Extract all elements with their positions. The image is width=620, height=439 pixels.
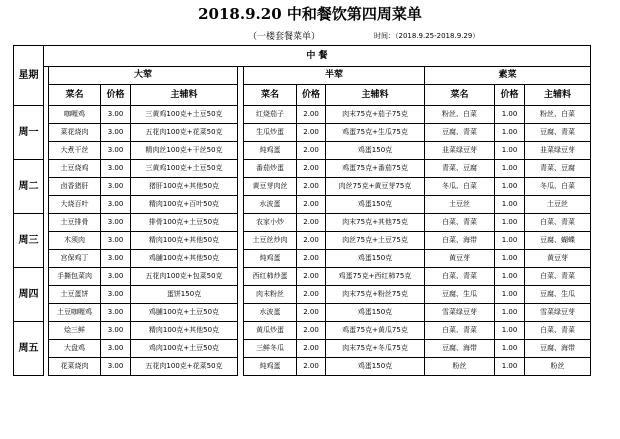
half-meat-ingredients: 鸡蛋150克 — [326, 357, 425, 375]
menu-row — [14, 303, 591, 321]
big-meat-ingredients: 鸡肉100克+土豆50克 — [131, 339, 238, 357]
vegetable-dish: 冬瓜、白菜 — [425, 177, 495, 195]
big-meat-dish: 咖喱鸡 — [49, 105, 101, 123]
big-meat-dish: 土豆排骨 — [49, 213, 101, 231]
half-meat-dish: 黄瓜炒蛋 — [244, 321, 297, 339]
half-meat-price: 2.00 — [297, 177, 326, 195]
big-meat-ingredients: 鸡脯100克+其他50克 — [131, 249, 238, 267]
half-meat-price: 2.00 — [297, 231, 326, 249]
big-meat-dish: 土豆烧鸡 — [49, 159, 101, 177]
vegetable-dish: 青菜、豆腐 — [425, 159, 495, 177]
weekday-label: 周二 — [14, 159, 44, 213]
big-meat-dish: 烩三鲜 — [49, 321, 101, 339]
ingredients-header: 主辅料 — [525, 84, 591, 105]
menu-row — [14, 267, 591, 285]
big-meat-dish: 菜花烧肉 — [49, 123, 101, 141]
half-meat-ingredients: 鸡蛋75克+黄瓜75克 — [326, 321, 425, 339]
page-title: 2018.9.20 中和餐饮第四周菜单 — [198, 5, 422, 23]
big-meat-price: 3.00 — [101, 357, 131, 375]
half-meat-price: 2.00 — [297, 195, 326, 213]
half-meat-dish: 水波蛋 — [244, 195, 297, 213]
menu-row — [14, 231, 591, 249]
menu-table — [13, 45, 591, 376]
meal-header: 中 餐 — [44, 46, 591, 67]
weekday-label: 周五 — [14, 321, 44, 375]
big-meat-price: 3.00 — [101, 285, 131, 303]
half-meat-price: 2.00 — [297, 267, 326, 285]
vegetable-ingredients: 雪菜绿豆芽 — [525, 303, 591, 321]
half-meat-price: 2.00 — [297, 321, 326, 339]
half-meat-dish: 西红柿炒蛋 — [244, 267, 297, 285]
half-meat-ingredients: 鸡蛋75克+生瓜75克 — [326, 123, 425, 141]
big-meat-dish: 木须肉 — [49, 231, 101, 249]
vegetable-price: 1.00 — [495, 249, 525, 267]
big-meat-price: 3.00 — [101, 267, 131, 285]
menu-row — [14, 249, 591, 267]
big-meat-ingredients: 猪肝100克+其他50克 — [131, 177, 238, 195]
big-meat-dish: 土豆蛋饼 — [49, 285, 101, 303]
menu-row — [14, 105, 591, 123]
menu-row — [14, 123, 591, 141]
menu-row — [14, 213, 591, 231]
vegetable-dish: 雪菜绿豆芽 — [425, 303, 495, 321]
vegetable-ingredients: 白菜、青菜 — [525, 213, 591, 231]
vegetable-ingredients: 土豆丝 — [525, 195, 591, 213]
vegetable-dish: 豆腐、生瓜 — [425, 285, 495, 303]
big-meat-price: 3.00 — [101, 177, 131, 195]
vegetable-ingredients: 粉丝、白菜 — [525, 105, 591, 123]
big-meat-price: 3.00 — [101, 231, 131, 249]
half-meat-price: 2.00 — [297, 105, 326, 123]
vegetable-dish: 粉丝、白菜 — [425, 105, 495, 123]
vegetable-price: 1.00 — [495, 321, 525, 339]
vegetable-dish: 豆腐、青菜 — [425, 123, 495, 141]
vegetable-price: 1.00 — [495, 339, 525, 357]
big-meat-ingredients: 五花肉100克+花菜50克 — [131, 123, 238, 141]
half-meat-price: 2.00 — [297, 213, 326, 231]
half-meat-dish: 土豆丝炒肉 — [244, 231, 297, 249]
vegetable-price: 1.00 — [495, 123, 525, 141]
menu-row — [14, 177, 591, 195]
half-meat-price: 2.00 — [297, 339, 326, 357]
big-meat-price: 3.00 — [101, 159, 131, 177]
big-meat-dish: 卤香猪肝 — [49, 177, 101, 195]
half-meat-dish: 农家小炒 — [244, 213, 297, 231]
vegetable-header: 素菜 — [425, 67, 591, 85]
vegetable-dish: 豆腐、海带 — [425, 339, 495, 357]
big-meat-dish: 宫保鸡丁 — [49, 249, 101, 267]
vegetable-price: 1.00 — [495, 195, 525, 213]
vegetable-dish: 黄豆芽 — [425, 249, 495, 267]
half-meat-price: 2.00 — [297, 249, 326, 267]
vegetable-price: 1.00 — [495, 357, 525, 375]
big-meat-price: 3.00 — [101, 249, 131, 267]
big-meat-ingredients: 鸡脯100克+土豆50克 — [131, 303, 238, 321]
vegetable-ingredients: 豆腐、海带 — [525, 339, 591, 357]
half-meat-ingredients: 鸡蛋75克+西红柿75克 — [326, 267, 425, 285]
half-meat-dish: 肉末粉丝 — [244, 285, 297, 303]
big-meat-price: 3.00 — [101, 213, 131, 231]
vegetable-price: 1.00 — [495, 177, 525, 195]
big-meat-ingredients: 排骨100克+土豆50克 — [131, 213, 238, 231]
half-meat-dish: 炖鸡蛋 — [244, 141, 297, 159]
half-meat-ingredients: 肉丝75克+土豆75克 — [326, 231, 425, 249]
vegetable-ingredients: 青菜、豆腐 — [525, 159, 591, 177]
weekday-label: 周四 — [14, 267, 44, 321]
menu-row — [14, 141, 591, 159]
vegetable-dish: 韭菜绿豆芽 — [425, 141, 495, 159]
dish-name-header: 菜名 — [49, 84, 101, 105]
big-meat-price: 3.00 — [101, 321, 131, 339]
vegetable-price: 1.00 — [495, 285, 525, 303]
half-meat-dish: 黄豆芽肉丝 — [244, 177, 297, 195]
half-meat-dish: 番茄炒蛋 — [244, 159, 297, 177]
ingredients-header: 主辅料 — [326, 84, 425, 105]
big-meat-ingredients: 精肉100克+其他50克 — [131, 321, 238, 339]
half-meat-dish: 炖鸡蛋 — [244, 249, 297, 267]
menu-row — [14, 357, 591, 375]
half-meat-ingredients: 肉末75克+其他75克 — [326, 213, 425, 231]
half-meat-ingredients: 鸡蛋150克 — [326, 195, 425, 213]
big-meat-price: 3.00 — [101, 141, 131, 159]
big-meat-dish: 土豆咖喱鸡 — [49, 303, 101, 321]
vegetable-ingredients: 韭菜绿豆芽 — [525, 141, 591, 159]
vegetable-ingredients: 冬瓜、白菜 — [525, 177, 591, 195]
big-meat-dish: 大烧百叶 — [49, 195, 101, 213]
vegetable-ingredients: 白菜、青菜 — [525, 321, 591, 339]
vegetable-price: 1.00 — [495, 267, 525, 285]
half-meat-dish: 红烧茄子 — [244, 105, 297, 123]
half-meat-price: 2.00 — [297, 285, 326, 303]
big-meat-dish: 花菜烧肉 — [49, 357, 101, 375]
menu-subtitle: （一楼套餐菜单） — [248, 32, 321, 42]
vegetable-dish: 白菜、海带 — [425, 231, 495, 249]
vegetable-dish: 土豆丝 — [425, 195, 495, 213]
weekday-header: 星期 — [14, 46, 44, 106]
big-meat-ingredients: 精肉100克+其他50克 — [131, 231, 238, 249]
vegetable-ingredients: 黄豆芽 — [525, 249, 591, 267]
big-meat-price: 3.00 — [101, 339, 131, 357]
half-meat-ingredients: 鸡蛋150克 — [326, 249, 425, 267]
big-meat-ingredients: 五花肉100克+花菜50克 — [131, 357, 238, 375]
vegetable-price: 1.00 — [495, 213, 525, 231]
big-meat-dish: 大煮干丝 — [49, 141, 101, 159]
half-meat-price: 2.00 — [297, 123, 326, 141]
big-meat-ingredients: 精肉丝100克+干丝50克 — [131, 141, 238, 159]
big-meat-dish: 大盘鸡 — [49, 339, 101, 357]
big-meat-ingredients: 三黄鸡100克+土豆50克 — [131, 159, 238, 177]
price-header: 价格 — [297, 84, 326, 105]
big-meat-price: 3.00 — [101, 303, 131, 321]
half-meat-price: 2.00 — [297, 159, 326, 177]
big-meat-header: 大荤 — [49, 67, 238, 85]
half-meat-price: 2.00 — [297, 357, 326, 375]
vegetable-ingredients: 豆腐、青菜 — [525, 123, 591, 141]
price-header: 价格 — [495, 84, 525, 105]
half-meat-ingredients: 肉末75克+茄子75克 — [326, 105, 425, 123]
half-meat-header: 半荤 — [244, 67, 425, 85]
half-meat-ingredients: 鸡蛋150克 — [326, 141, 425, 159]
weekday-label: 周一 — [14, 105, 44, 159]
ingredients-header: 主辅料 — [131, 84, 238, 105]
dish-name-header: 菜名 — [425, 84, 495, 105]
menu-row — [14, 321, 591, 339]
big-meat-price: 3.00 — [101, 195, 131, 213]
big-meat-ingredients: 五花肉100克+包菜50克 — [131, 267, 238, 285]
vegetable-price: 1.00 — [495, 231, 525, 249]
half-meat-price: 2.00 — [297, 141, 326, 159]
vegetable-dish: 白菜、青菜 — [425, 213, 495, 231]
vegetable-dish: 白菜、青菜 — [425, 321, 495, 339]
half-meat-price: 2.00 — [297, 303, 326, 321]
vegetable-ingredients: 豆腐、生瓜 — [525, 285, 591, 303]
vegetable-dish: 白菜、青菜 — [425, 267, 495, 285]
weekday-label: 周三 — [14, 213, 44, 267]
half-meat-ingredients: 鸡蛋75克+番茄75克 — [326, 159, 425, 177]
half-meat-ingredients: 肉丝75克+黄豆芽75克 — [326, 177, 425, 195]
big-meat-ingredients: 蛋饼150克 — [131, 285, 238, 303]
half-meat-ingredients: 肉末75克+粉丝75克 — [326, 285, 425, 303]
menu-row — [14, 285, 591, 303]
vegetable-price: 1.00 — [495, 159, 525, 177]
menu-row — [14, 195, 591, 213]
vegetable-ingredients: 粉丝 — [525, 357, 591, 375]
price-header: 价格 — [101, 84, 131, 105]
big-meat-dish: 手撕包菜肉 — [49, 267, 101, 285]
half-meat-dish: 生瓜炒蛋 — [244, 123, 297, 141]
vegetable-ingredients: 白菜、青菜 — [525, 267, 591, 285]
half-meat-dish: 三鲜冬瓜 — [244, 339, 297, 357]
date-range: 时间：（2018.9.25-2018.9.29） — [374, 32, 480, 40]
vegetable-price: 1.00 — [495, 105, 525, 123]
menu-row — [14, 339, 591, 357]
big-meat-ingredients: 三黄鸡100克+土豆50克 — [131, 105, 238, 123]
big-meat-price: 3.00 — [101, 105, 131, 123]
half-meat-ingredients: 肉末75克+冬瓜75克 — [326, 339, 425, 357]
vegetable-price: 1.00 — [495, 303, 525, 321]
half-meat-dish: 水波蛋 — [244, 303, 297, 321]
vegetable-dish: 粉丝 — [425, 357, 495, 375]
dish-name-header: 菜名 — [244, 84, 297, 105]
big-meat-ingredients: 精肉100克+百叶50克 — [131, 195, 238, 213]
big-meat-price: 3.00 — [101, 123, 131, 141]
vegetable-ingredients: 豆腐、蝴蝶 — [525, 231, 591, 249]
half-meat-ingredients: 鸡蛋150克 — [326, 303, 425, 321]
vegetable-price: 1.00 — [495, 141, 525, 159]
menu-row — [14, 159, 591, 177]
half-meat-dish: 炖鸡蛋 — [244, 357, 297, 375]
